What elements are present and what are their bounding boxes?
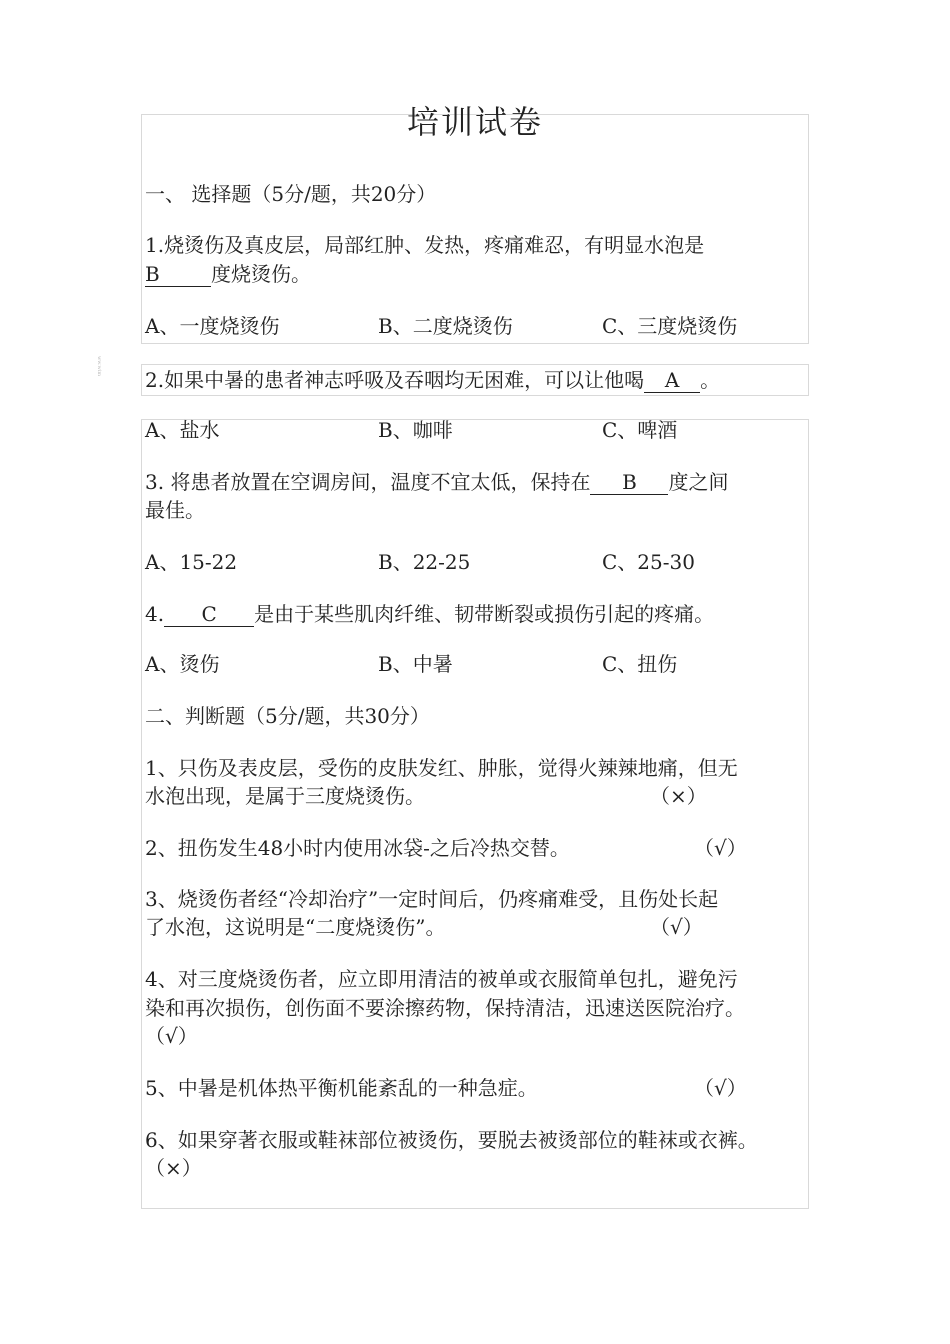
j3-line1: 3、烧烫伤者经“冷却治疗”一定时间后，仍疼痛难受，且伤处长起 bbox=[145, 887, 719, 911]
q2-answer-blank: A bbox=[644, 368, 700, 393]
q2-suffix: 。 bbox=[700, 368, 721, 392]
q2-prefix: 2.如果中暑的患者神志呼吸及吞咽均无困难，可以让他喝 bbox=[145, 368, 645, 392]
q3-option-a: A、15-22 bbox=[145, 550, 238, 574]
q1-line2 bbox=[145, 260, 311, 288]
section2-heading: 二、判断题（5分/题，共30分） bbox=[145, 704, 430, 728]
q1-line1: 1.烧烫伤及真皮层，局部红肿、发热，疼痛难忍，有明显水泡是 bbox=[145, 233, 705, 257]
j1-line1: 1、只伤及表皮层，受伤的皮肤发红、肿胀，觉得火辣辣地痛，但无 bbox=[145, 756, 738, 780]
j3-mark: （√） bbox=[650, 915, 703, 939]
q1-option-c: C、三度烧烫伤 bbox=[602, 314, 738, 338]
q4-option-a: A、烫伤 bbox=[145, 652, 220, 676]
q1-option-a: A、一度烧烫伤 bbox=[145, 314, 280, 338]
q4-line bbox=[145, 600, 714, 628]
q2-option-a: A、盐水 bbox=[145, 418, 220, 442]
j2-mark: （√） bbox=[694, 836, 747, 860]
j5-mark: （√） bbox=[694, 1076, 747, 1100]
j4-line1: 4、对三度烧烫伤者，应立即用清洁的被单或衣服简单包扎，避免污 bbox=[145, 967, 738, 991]
q2-option-b: B、咖啡 bbox=[378, 418, 453, 442]
j4-line2: 染和再次损伤，创伤面不要涂擦药物，保持清洁，迅速送医院治疗。 bbox=[145, 996, 745, 1020]
frame-top bbox=[141, 114, 809, 344]
j6-line1: 6、如果穿著衣服或鞋袜部位被烫伤，要脱去被烫部位的鞋袜或衣裤。 bbox=[145, 1128, 758, 1152]
j6-mark: （×） bbox=[145, 1156, 202, 1180]
j1-line2: 水泡出现，是属于三度烧烫伤。 bbox=[145, 784, 425, 808]
q1-suffix: 度烧烫伤。 bbox=[211, 262, 311, 286]
q4-answer-blank: C bbox=[164, 602, 254, 627]
q4-option-c: C、扭伤 bbox=[602, 652, 678, 676]
q3-line1 bbox=[145, 468, 728, 496]
page-title: 培训试卷 bbox=[406, 103, 543, 141]
j4-mark: （√） bbox=[145, 1024, 198, 1048]
q4-option-b: B、中暑 bbox=[378, 652, 453, 676]
q1-answer-blank: B bbox=[145, 262, 211, 287]
q2-line bbox=[145, 366, 720, 394]
q3-answer-blank: B bbox=[590, 470, 668, 495]
margin-note: ww.wim bbox=[96, 356, 102, 377]
q3-option-c: C、25-30 bbox=[602, 550, 695, 574]
q3-line2: 最佳。 bbox=[145, 498, 205, 522]
j1-mark: （×） bbox=[650, 784, 707, 808]
j3-line2: 了水泡，这说明是“二度烧烫伤”。 bbox=[145, 915, 446, 939]
q4-prefix: 4. bbox=[145, 602, 165, 626]
j2-line1: 2、扭伤发生48小时内使用冰袋-之后冷热交替。 bbox=[145, 836, 570, 860]
j5-line1: 5、中暑是机体热平衡机能紊乱的一种急症。 bbox=[145, 1076, 538, 1100]
q4-suffix: 是由于某些肌肉纤维、韧带断裂或损伤引起的疼痛。 bbox=[254, 602, 715, 626]
q3-suffix: 度之间 bbox=[668, 470, 729, 494]
q3-option-b: B、22-25 bbox=[378, 550, 471, 574]
section1-heading: 一、 选择题（5分/题，共20分） bbox=[145, 182, 437, 206]
q3-prefix: 3. 将患者放置在空调房间，温度不宜太低，保持在 bbox=[145, 470, 591, 494]
q1-option-b: B、二度烧烫伤 bbox=[378, 314, 513, 338]
q2-option-c: C、啤酒 bbox=[602, 418, 678, 442]
